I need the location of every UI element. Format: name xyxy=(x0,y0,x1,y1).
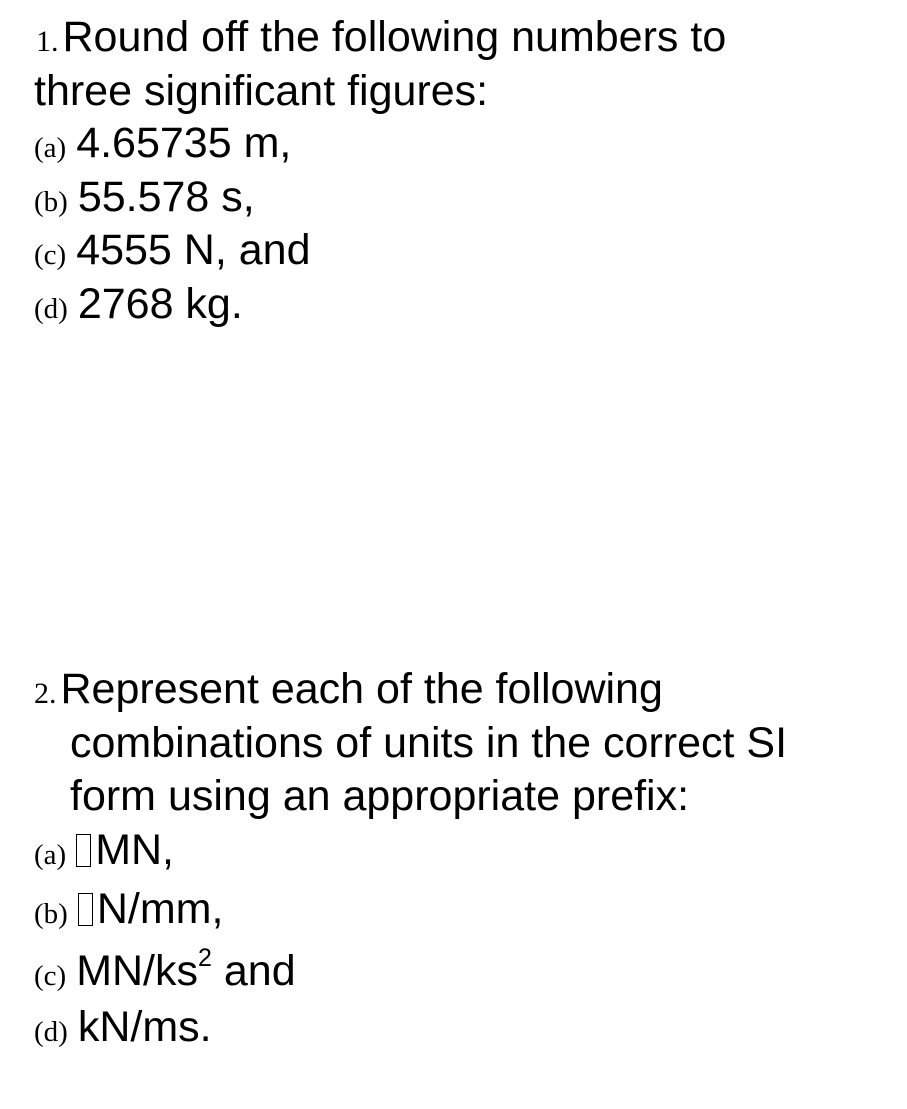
item-value: kN/ms. xyxy=(77,1003,212,1051)
question-2-prompt-text: Represent each of the following xyxy=(60,665,663,713)
question-2-prompt-line-1 xyxy=(34,665,663,713)
item-suffix: and xyxy=(211,947,296,995)
item-label: (a) xyxy=(34,839,67,871)
item-label: (c) xyxy=(34,239,67,271)
question-2-item-a xyxy=(34,826,175,874)
item-label: (d) xyxy=(34,293,68,325)
item-value: 2768 kg. xyxy=(77,280,243,328)
question-2-item-d xyxy=(34,1003,212,1051)
item-label: (a) xyxy=(34,132,67,164)
question-2-prompt-line-3: form using an appropriate prefix: xyxy=(70,772,690,820)
item-value: N/mm, xyxy=(96,885,224,933)
item-value: MN/ks xyxy=(76,947,199,995)
missing-glyph-box-icon xyxy=(78,893,93,926)
question-1-prompt-line-1 xyxy=(36,13,727,61)
item-label: (b) xyxy=(34,186,68,218)
item-label: (c) xyxy=(34,960,67,992)
missing-glyph-box-icon xyxy=(76,834,91,867)
question-1-prompt-line-2: three significant figures: xyxy=(34,67,489,115)
question-2-item-b xyxy=(34,885,224,933)
item-value: 4555 N, and xyxy=(76,226,311,274)
item-value: 55.578 s, xyxy=(77,173,255,221)
question-2-prompt-line-2: combinations of units in the correct SI xyxy=(70,719,788,767)
question-1-item-c xyxy=(34,226,311,274)
question-1-item-d xyxy=(34,280,243,328)
question-1-item-b xyxy=(34,173,255,221)
item-value: MN, xyxy=(95,826,175,874)
question-2-item-c xyxy=(34,944,296,995)
item-value: 4.65735 m, xyxy=(76,119,292,167)
question-1-item-a xyxy=(34,119,292,167)
item-label: (d) xyxy=(34,1016,68,1048)
item-label: (b) xyxy=(34,898,68,930)
question-1-number: 1. xyxy=(36,25,59,58)
question-1-prompt-text: Round off the following numbers to xyxy=(62,13,727,61)
superscript: 2 xyxy=(198,944,212,972)
question-2-number: 2. xyxy=(34,677,57,710)
